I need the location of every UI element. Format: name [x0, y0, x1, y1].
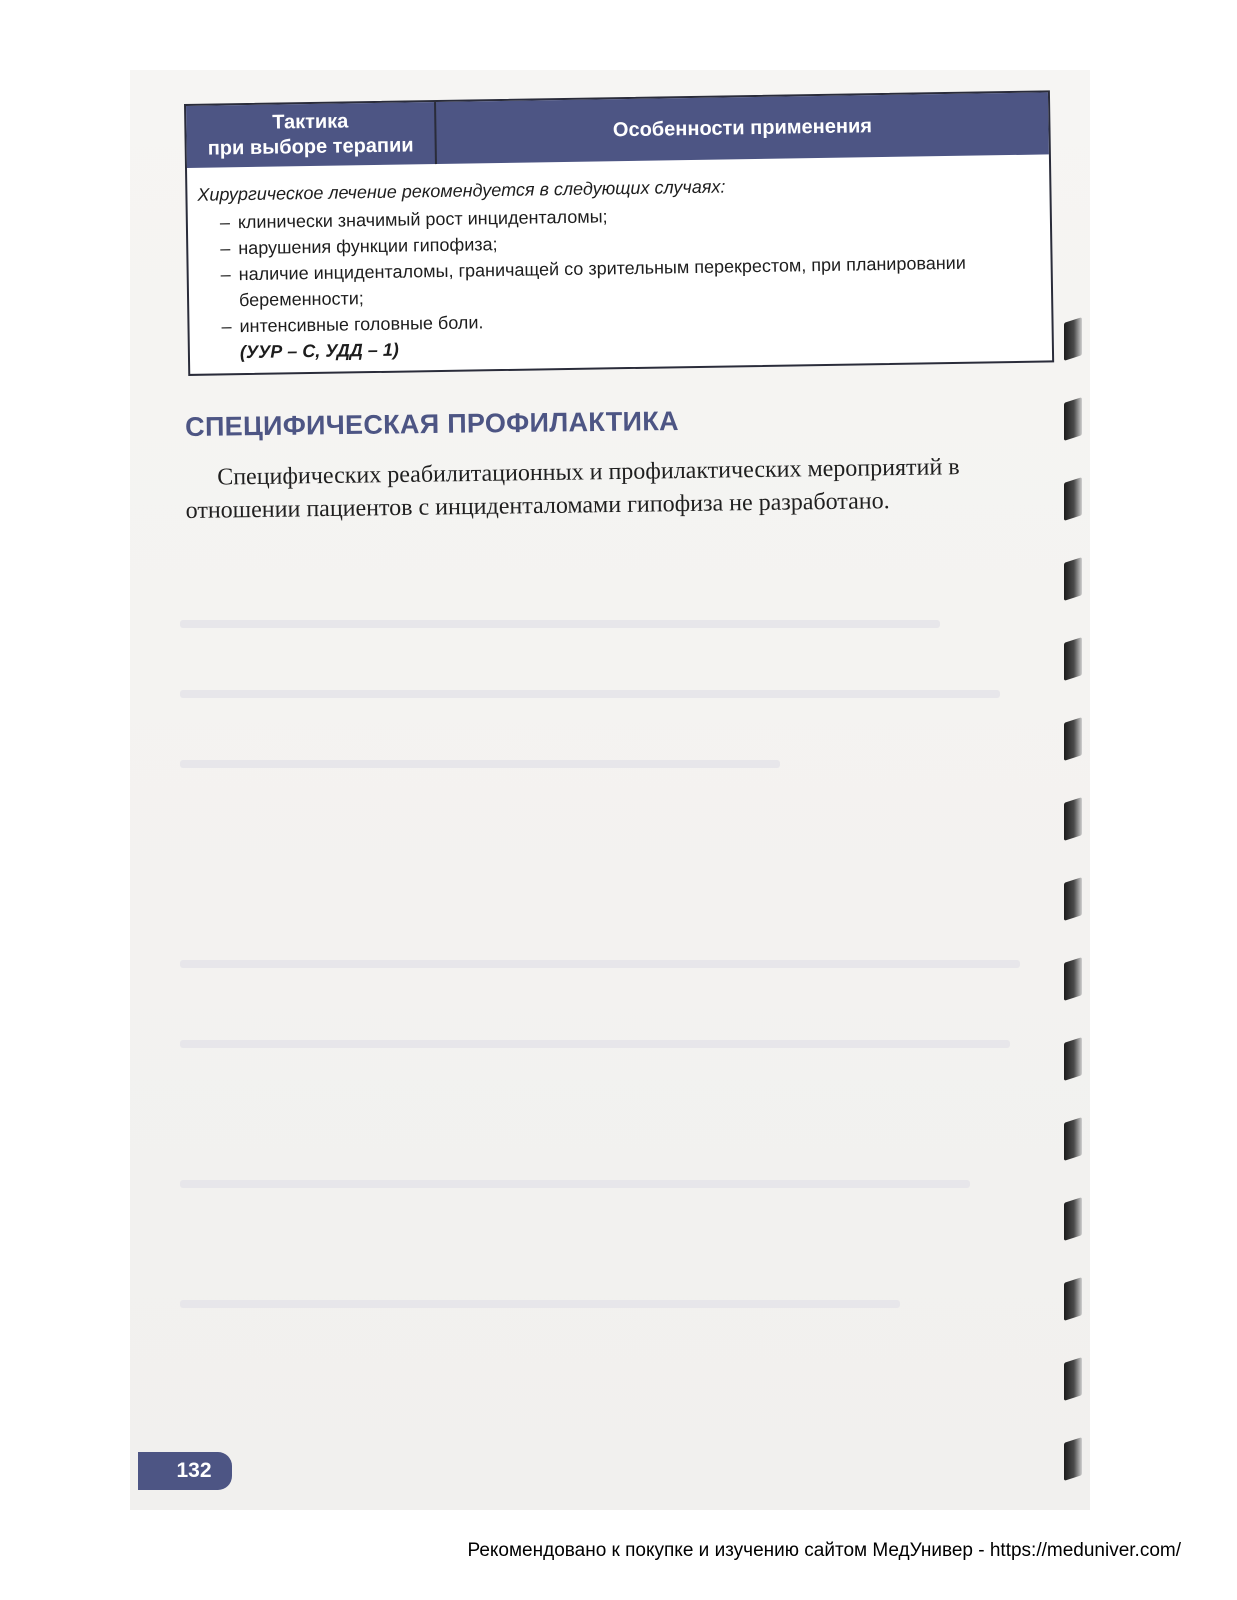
- list-item-text: клинически значимый рост инциденталомы;: [237, 206, 608, 233]
- binding-ring: [1064, 637, 1082, 681]
- bleed-through-line: [180, 690, 1000, 698]
- binding-ring: [1064, 1277, 1082, 1321]
- binding-ring: [1064, 397, 1082, 441]
- header-tactics-line2: при выборе терапии: [207, 134, 414, 160]
- bleed-through-line: [180, 1180, 970, 1188]
- indication-list: [198, 197, 1042, 340]
- bleed-through-line: [180, 1040, 1010, 1048]
- header-tactics-line1: Тактика: [272, 110, 349, 134]
- list-dash: –: [220, 238, 231, 259]
- binding-ring: [1064, 1037, 1082, 1081]
- binding-ring: [1064, 477, 1082, 521]
- list-dash: –: [221, 316, 232, 337]
- list-dash: –: [220, 264, 231, 285]
- binding-ring: [1064, 1117, 1082, 1161]
- binding-ring: [1064, 717, 1082, 761]
- binding-ring: [1064, 1437, 1082, 1481]
- bleed-through-line: [180, 760, 780, 768]
- list-item-text: нарушения функции гипофиза;: [238, 234, 498, 259]
- therapy-table: [184, 90, 1054, 376]
- binding-ring: [1064, 1357, 1082, 1401]
- spiral-binding: [1058, 300, 1084, 1500]
- table-body: [187, 154, 1052, 374]
- section-paragraph: Специфических реабилитационных и профилактических мероприятий в отношении пациентов с инциденталомами гипофиза не разработано.: [185, 454, 960, 524]
- bleed-through-line: [180, 620, 940, 628]
- binding-ring: [1064, 1197, 1082, 1241]
- footer-recommendation: Рекомендовано к покупке и изучению сайтом МедУнивер - https://meduniver.com/: [467, 1540, 1181, 1561]
- page-number-tab: [138, 1452, 232, 1490]
- header-tactics: [186, 102, 437, 168]
- evidence-grade: (УУР – С, УДД – 1): [239, 339, 399, 363]
- binding-ring: [1064, 877, 1082, 921]
- page-number: 132: [176, 1459, 212, 1482]
- binding-ring: [1064, 797, 1082, 841]
- table-lead-text: Хирургическое лечение рекомендуется в следующих случаях:: [197, 176, 726, 205]
- binding-ring: [1064, 317, 1082, 361]
- list-dash: –: [219, 212, 231, 233]
- binding-ring: [1064, 957, 1082, 1001]
- binding-ring: [1064, 557, 1082, 601]
- bleed-through-line: [180, 960, 1020, 968]
- bleed-through-line: [180, 1300, 900, 1308]
- list-item-text: интенсивные головные боли.: [239, 312, 484, 337]
- section-heading: СПЕЦИФИЧЕСКАЯ ПРОФИЛАКТИКА: [185, 405, 679, 442]
- list-item-text: наличие инциденталомы, граничащей со зрительным перекрестом, при планировании беременности;: [238, 252, 966, 311]
- header-features: Особенности применения: [612, 114, 873, 141]
